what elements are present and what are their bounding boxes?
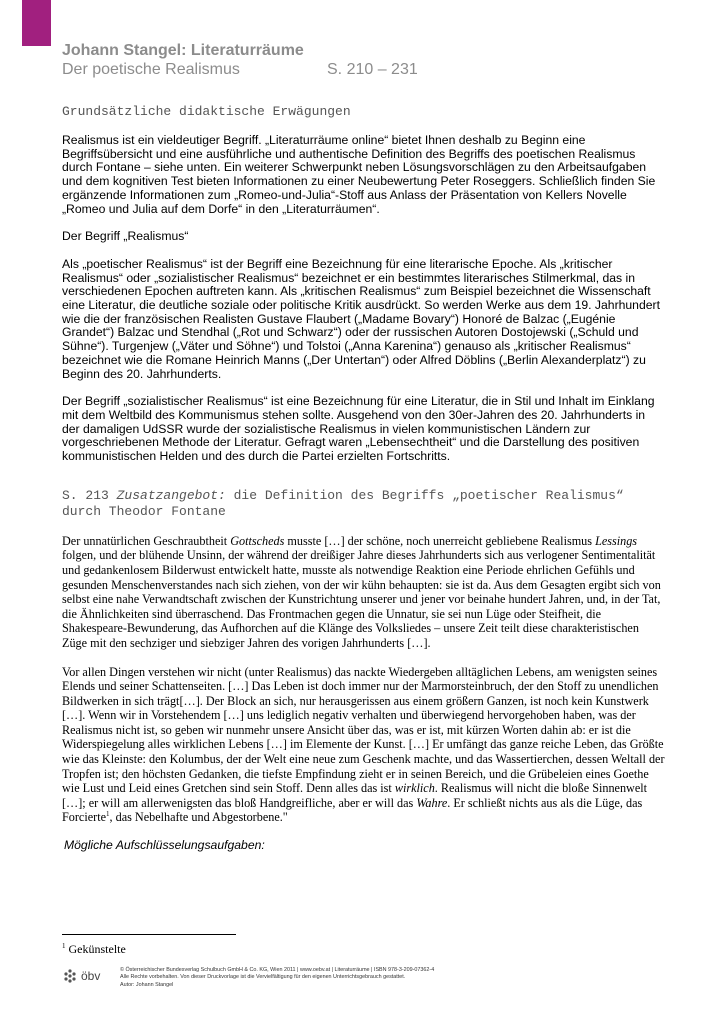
page-title: Johann Stangel: Literaturräume bbox=[62, 42, 304, 59]
quote-name-lessing: Lessings bbox=[595, 533, 638, 548]
fontane-quote-1 bbox=[62, 534, 666, 651]
section-heading-fontane bbox=[62, 488, 666, 520]
paragraph-sozialistischer-realismus: Der Begriff „sozialistischer Realismus“ ist eine Bezeichnung für eine Literatur, die in Stil und Inhalt im Einklang mit dem Weltbild des Kommunismus stehen sollte. Ausgehend von den 30er-Jahren des 20. Jahrhunderts in der damaligen UdSSR wurde der sozialistische Realismus in vielen kommunistischen Ländern zur vorgeschriebenen Methode der Literatur. Gefragt waren „Lebensechtheit“ und die Darstellung des positiven kommunistischen Helden und des durch die Partei erzielten Fortschritts. bbox=[62, 394, 655, 464]
heading-italic: Zusatzangebot: bbox=[116, 487, 226, 503]
footnote bbox=[62, 942, 126, 957]
page-range: S. 210 – 231 bbox=[327, 61, 418, 78]
heading-prefix: S. 213 bbox=[62, 487, 117, 503]
oebv-logo-icon bbox=[62, 968, 78, 984]
footer-line: © Österreichischer Bundesverlag Schulbuch GmbH & Co. KG, Wien 2011 | www.oebv.at | Literaturräume | ISBN 978-3-209-07362-4 bbox=[120, 967, 435, 973]
quote-text: musste […] der schöne, noch unerreicht gebliebene Realismus bbox=[284, 533, 596, 548]
quote-text: , das Nebelhafte und Abgestorbene." bbox=[109, 810, 288, 825]
quote-text: folgen, und der blühende Unsinn, der während der dreißiger Jahre dieses Jahrhunderts sich aus verlogener Sentimentalität und gedankenlosem Bilderwust entwickelt hatte, musste als notwendige Reaktion eine Periode ehrlichen Gefühls und gesunden Menschenverstandes nach sich ziehen, von der wir kühn behaupten: sie ist da. Aus dem Gesagten ergibt sich von selbst eine nahe Verwandtschaft zwischen der Kunstrichtung unserer und jener vor beinahe hundert Jahren, und, in der Tat, die Ähnlichkeiten sind überraschend. Das Frontmachen gegen die Unnatur, sie sei nun Lüge oder Steifheit, die Shakespeare-Bewunderung, das Aufhorchen auf die Klänge des Volksliedes – unsere Zeit teilt diese charakteristischen Züge mit den sechziger und siebziger Jahren des vorigen Jahrhunderts […]. bbox=[62, 548, 661, 650]
quote-text: Vor allen Dingen verstehen wir nicht (unter Realismus) das nackte Wiedergeben alltäglichen Lebens, am wenigsten seines Elends und seiner Schattenseiten. […] Das Leben ist doch immer nur der Marmorsteinbruch, der den Stoff zu unendlichen Bildwerken in sich trägt[…]. Der Block an sich, nur herausgerissen aus einem größern Ganzen, ist noch kein Kunstwerk […]. Wenn wir in Vorstehendem […] uns lediglich negativ verhalten und überwiegend hervorgehoben haben, was der Realismus nicht ist, so geben wir nunmehr unsere Ansicht über das, was er ist, mit kürzen Worten dahin ab: er ist die Widerspiegelung alles wirklichen Lebens […] im Elemente der Kunst. […] Er umfängt das ganze reiche Leben, das Größte wie das Kleinste: den Kolumbus, der der Welt eine neue zum Geschenk machte, und das Wassertierchen, dessen Weltall der Tropfen ist; den höchsten Gedanken, die tiefste Empfindung zieht er in seinen Bereich, und die Grübeleien eines Goethe wie Lust und Leid eines Gretchen sind sein Stoff. Denn alles das ist bbox=[62, 664, 665, 796]
quote-text: Der unnatürlichen Geschraubtheit bbox=[62, 533, 231, 548]
footer-line: Alle Rechte vorbehalten. Von dieser Druckvorlage ist die Vervielfältigung für den eigenen Unterrichtsgebrauch gestattet. bbox=[120, 974, 406, 981]
paragraph-poetischer-realismus: Als „poetischer Realismus“ ist der Begriff eine Bezeichnung für eine literarische Epoche. Als „kritischer Realismus“ oder „sozialistischer Realismus“ bezeichnet er ein bestimmtes literarisches Stilmerkmal, das in verschiedenen Epochen auftreten kann. Als „kritischen Realismus“ zum Beispiel bezeichnet die Wissenschaft eine Literatur, die deutliche soziale oder politische Kritik ausdrückt. So werden Werke aus dem 19. Jahrhundert wie die der französischen Realisten Gustave Flaubert („Madame Bovary“) Honoré de Balzac („Eugénie Grandet“) Balzac und Stendhal („Rot und Schwarz“) oder der russischen Autoren Dostojewski („Schuld und Sühne“). Turgenjew („Väter und Söhne“) und Tolstoi („Anna Karenina“) genauso als „kritischer Realismus“ bezeichnet wie die Romane Heinrich Manns („Der Untertan“) oder Alfred Döblins („Berlin Alexanderplatz“) zu Beginn des 20. Jahrhunderts. bbox=[62, 256, 660, 381]
intro-paragraph: Realismus ist ein vieldeutiger Begriff. „Literaturräume online“ bietet Ihnen deshalb zu Beginn eine Begriffsübersicht und eine ausführliche und authentische Definition des Begriffs des poetischen Realismus durch Fontane – siehe unten. Ein weiterer Schwerpunkt neben Lösungsvorschlägen zu den Arbeitsaufgaben und dem kognitiven Test bieten Informationen zu einer Neubewertung Peter Roseggers. Schließlich finden Sie ergänzende Informationen zum „Romeo-und-Julia“-Stoff aus Anlass der Präsentation von Kellers Novelle „Romeo und Julia auf dem Dorfe“ in den „Literaturräumen“. bbox=[62, 133, 656, 216]
footnote-reference[interactable]: 1 bbox=[106, 810, 110, 819]
footnote-mark: 1 bbox=[62, 942, 66, 950]
footnote-divider bbox=[62, 934, 236, 935]
footer-copyright bbox=[120, 967, 680, 989]
quote-name-gottsched: Gottscheds bbox=[230, 533, 285, 548]
accent-bar bbox=[22, 0, 51, 46]
footer-line: Autor: Johann Stangel bbox=[120, 981, 174, 988]
quote-emph-wahre: Wahre bbox=[416, 795, 448, 810]
logo-text: öbv bbox=[81, 969, 101, 983]
fontane-quote-2 bbox=[62, 665, 666, 826]
quote-text: . Er schließt nichts aus als die Lüge, das Forcierte bbox=[62, 795, 643, 825]
publisher-logo bbox=[62, 968, 100, 984]
section-heading-didaktik: Grundsätzliche didaktische Erwägungen bbox=[62, 104, 351, 119]
quote-text: . Realismus will nicht die bloße Sinnenwelt […]; er will am allerwenigsten das bloß Handgreifliche, aber er will das bbox=[62, 781, 648, 810]
heading-rest: die Definition des Begriffs „poetischer Realismus“ durch Theodor Fontane bbox=[62, 487, 624, 519]
footnote-text: Gekünstelte bbox=[65, 942, 126, 956]
subheading-realismus: Der Begriff „Realismus“ bbox=[62, 229, 189, 244]
document-body bbox=[62, 104, 666, 853]
quote-emph-wirklich: wirklich bbox=[394, 781, 435, 796]
tasks-label: Mögliche Aufschlüsselungsaufgaben: bbox=[64, 838, 265, 853]
page-subtitle: Der poetische Realismus bbox=[62, 61, 240, 78]
